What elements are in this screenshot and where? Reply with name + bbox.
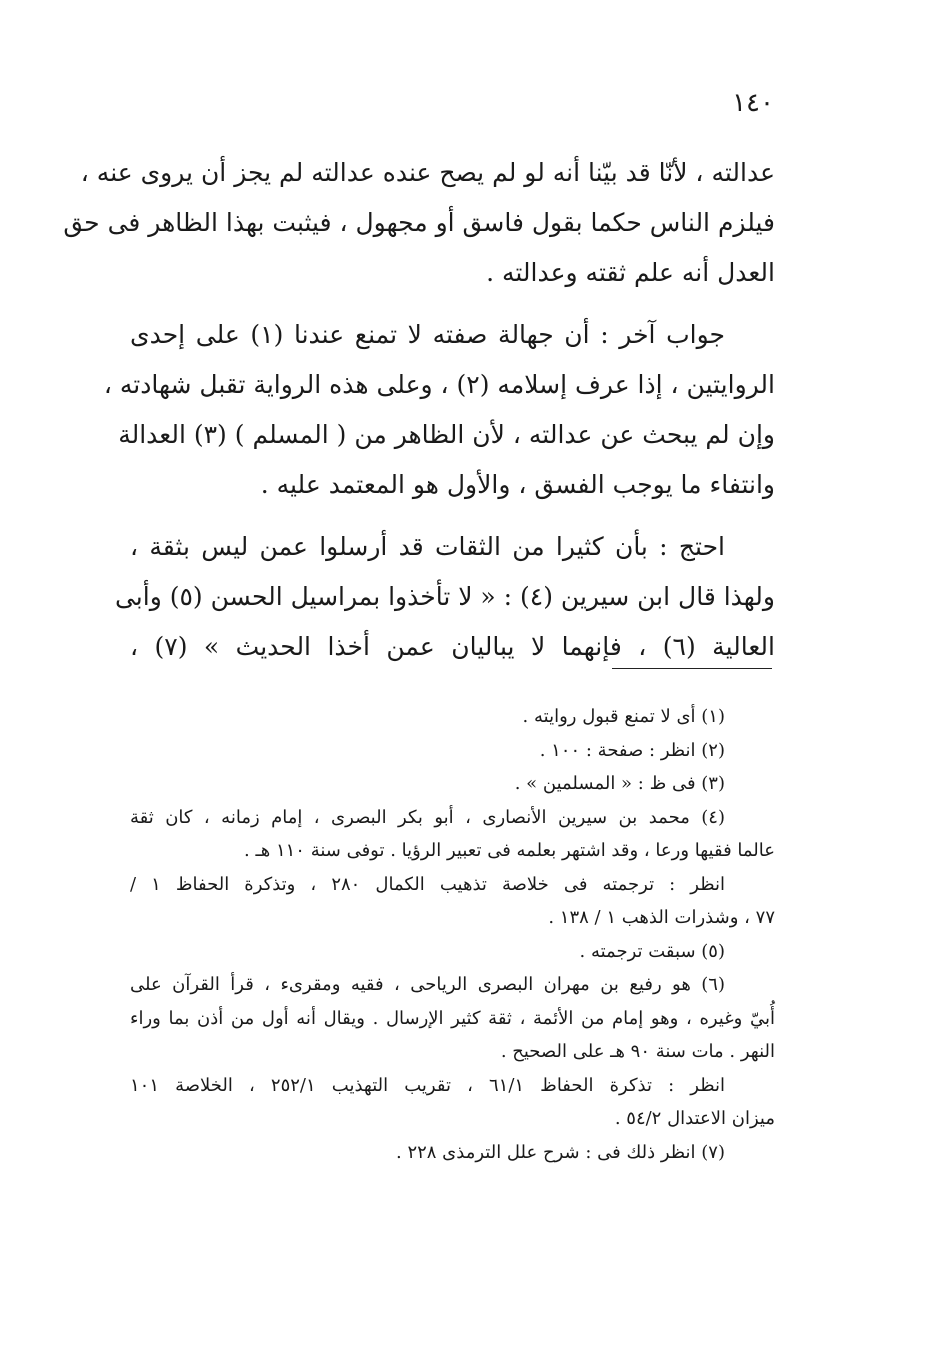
footnote-2: (٢) انظر : صفحة : ١٠٠ . (539, 739, 725, 761)
text-line: احتج : بأن كثيرا من الثقات قد أرسلوا عمن ليس بثقة ، (130, 532, 725, 561)
paragraph-1 (63, 148, 775, 298)
footnote-4: (٤) محمد بن سيرين الأنصارى ، أبو بكر البصرى ، إمام زمانه ، كان ثقة (130, 806, 725, 828)
footnote-6-ref: انظر : تذكرة الحفاظ ٦١/١ ، تقريب التهذيب ٢٥٢/١ ، الخلاصة ١٠١ (130, 1074, 725, 1096)
text-line: الروايتين ، إذا عرف إسلامه (٢) ، وعلى هذه الرواية تقبل شهادته ، (103, 370, 775, 399)
main-text (63, 148, 775, 684)
footnote-4-cont: عالما فقيها ورعا ، وقد اشتهر بعلمه فى تعبير الرؤيا . توفى سنة ١١٠ هـ . (244, 840, 775, 861)
paragraph-3 (114, 522, 775, 672)
footnotes (130, 700, 775, 1169)
text-line: فيلزم الناس حكما بقول فاسق أو مجهول ، فيثبت بهذا الظاهر فى حق (63, 208, 775, 237)
page-number: ١٤٠ (732, 88, 774, 118)
footnote-6: (٦) هو رفيع بن مهران البصرى الرياحى ، فقيه ومقرىء ، قرأ القرآن على (130, 974, 725, 995)
paragraph-2 (103, 310, 775, 510)
footnote-6-cont: أُبيّ وغيره ، وهو إمام من الأئمة ، ثقة كثير الإرسال . ويقال أنه أول من أذن بما وراء (130, 1007, 775, 1029)
text-line: عدالته ، لأنّا قد بيّنا أنه لو لم يصح عنده عدالته لم يجز أن يروى عنه ، (80, 158, 775, 187)
footnote-4-ref: انظر : ترجمته فى خلاصة تذهيب الكمال ٢٨٠ ، وتذكرة الحفاظ ١ / (130, 873, 725, 895)
footnote-6-ref-cont: ميزان الاعتدال ٥٤/٢ . (614, 1108, 775, 1129)
text-line: جواب آخر : أن جهالة صفته لا تمنع عندنا (١) على إحدى (130, 320, 725, 349)
text-line: وانتفاء ما يوجب الفسق ، والأول هو المعتمد عليه . (260, 470, 775, 499)
footnote-5: (٥) سبقت ترجمته . (579, 940, 725, 962)
footnote-divider (612, 668, 772, 669)
footnote-4-ref-cont: ٧٧ ، وشذرات الذهب ١ / ١٣٨ . (548, 907, 775, 928)
text-line: وإن لم يبحث عن عدالته ، لأن الظاهر من ( المسلم ) (٣) العدالة (118, 420, 775, 449)
footnote-3: (٣) فى ظ : « المسلمين » . (514, 773, 725, 794)
footnote-7: (٧) انظر ذلك فى : شرح علل الترمذى ٢٢٨ . (395, 1141, 725, 1163)
text-line: العالية (٦) ، فإنهما لا يباليان عمن أخذا الحديث » (٧) ، (130, 632, 775, 661)
text-line: العدل أنه علم ثقته وعدالته . (486, 258, 775, 287)
text-line: ولهذا قال ابن سيرين (٤) : « لا تأخذوا بمراسيل الحسن (٥) وأبى (114, 582, 775, 611)
footnote-6-cont-2: النهر . مات سنة ٩٠ هـ على الصحيح . (500, 1041, 775, 1062)
footnote-1: (١) أى لا تمنع قبول روايته . (522, 706, 725, 727)
